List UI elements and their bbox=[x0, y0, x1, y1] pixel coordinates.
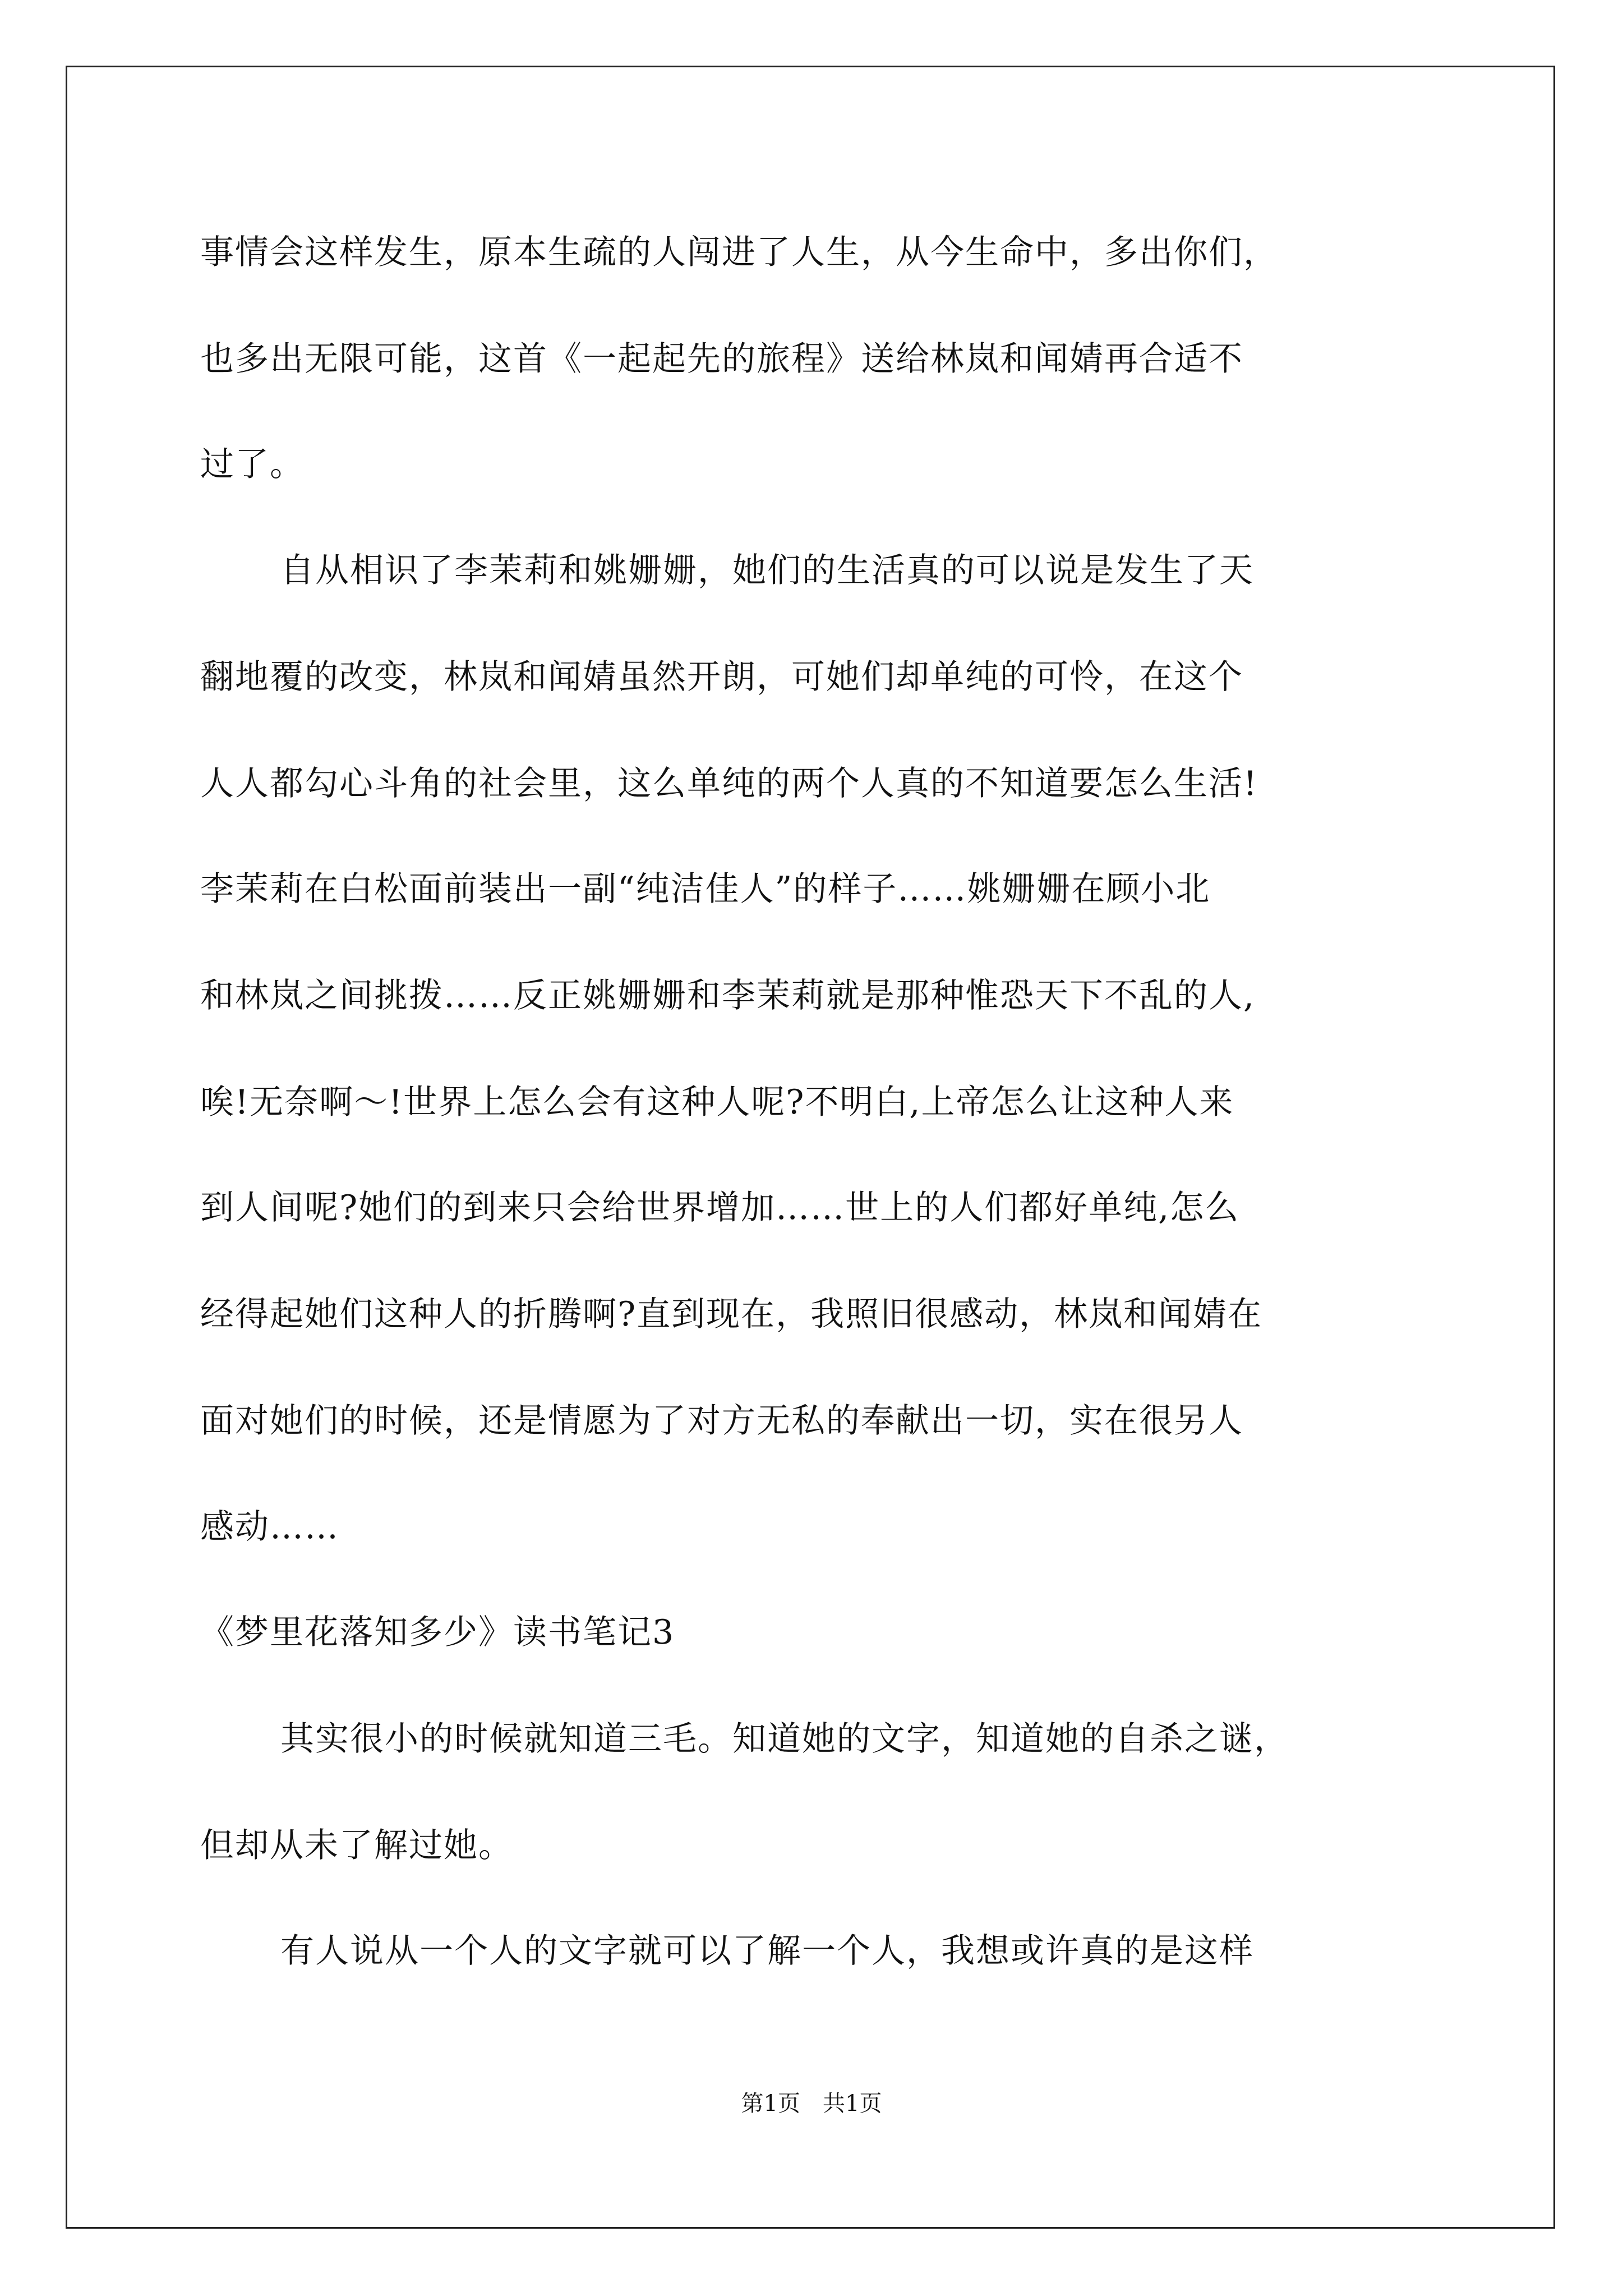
section-heading: 《梦里花落知多少》读书笔记3 bbox=[200, 1613, 675, 1652]
paragraph-first-line: 有人说从一个人的文字就可以了解一个人，我想或许真的是这样 bbox=[280, 1931, 1254, 1971]
text-line: 唉!无奈啊～!世界上怎么会有这种人呢?不明白,上帝怎么让这种人来 bbox=[200, 1083, 1234, 1122]
text-line: 李茉莉在白松面前装出一副“纯洁佳人”的样子……姚姗姗在顾小北 bbox=[200, 869, 1211, 909]
text-line: 但却从未了解过她。 bbox=[200, 1826, 513, 1865]
paragraph-first-line: 其实很小的时候就知道三毛。知道她的文字，知道她的自杀之谜， bbox=[280, 1719, 1289, 1759]
page-border bbox=[66, 66, 1555, 2229]
text-line: 感动…… bbox=[200, 1507, 339, 1547]
paragraph-first-line: 自从相识了李茉莉和姚姗姗，她们的生活真的可以说是发生了天 bbox=[280, 551, 1254, 590]
text-line: 面对她们的时候，还是情愿为了对方无私的奉献出一切，实在很另人 bbox=[200, 1401, 1243, 1441]
text-line: 经得起她们这种人的折腾啊?直到现在，我照旧很感动，林岚和闻婧在 bbox=[200, 1295, 1263, 1334]
text-line: 和林岚之间挑拨……反正姚姗姗和李茉莉就是那种惟恐天下不乱的人, bbox=[200, 976, 1256, 1015]
text-line: 翻地覆的改变，林岚和闻婧虽然开朗，可她们却单纯的可怜，在这个 bbox=[200, 657, 1243, 697]
text-line: 人人都勾心斗角的社会里，这么单纯的两个人真的不知道要怎么生活! bbox=[200, 764, 1258, 803]
text-line: 到人间呢?她们的到来只会给世界增加……世上的人们都好单纯,怎么 bbox=[200, 1188, 1240, 1227]
text-line: 也多出无限可能，这首《一起起先的旅程》送给林岚和闻婧再合适不 bbox=[200, 339, 1243, 379]
text-line: 过了。 bbox=[200, 445, 305, 484]
page-number: 第1页 共1页 bbox=[741, 2091, 882, 2116]
text-line: 事情会这样发生，原本生疏的人闯进了人生，从今生命中，多出你们， bbox=[200, 233, 1278, 272]
